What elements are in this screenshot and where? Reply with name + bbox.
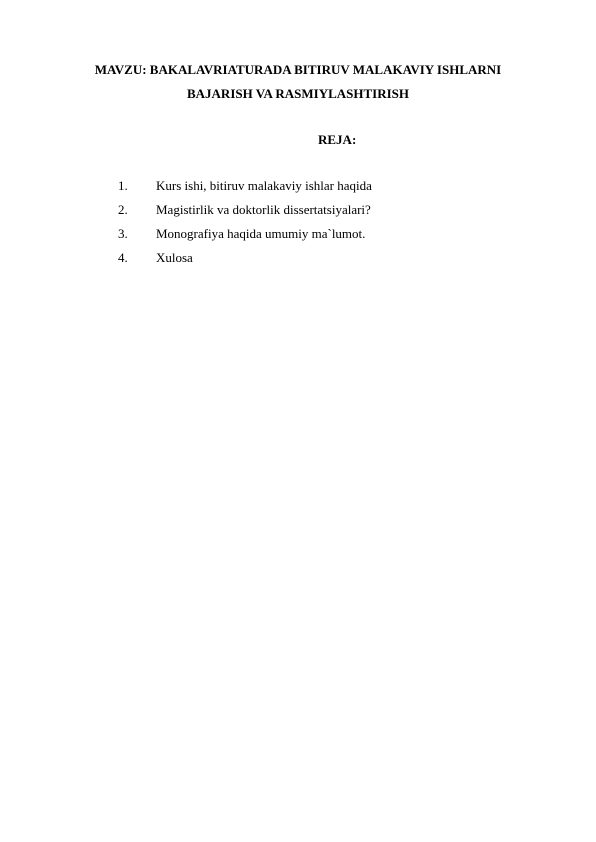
plan-item — [118, 200, 372, 224]
plan-item-text: Monografiya haqida umumiy ma`lumot. — [156, 226, 366, 241]
plan-item-text: Magistirlik va doktorlik dissertatsiyalari? — [156, 202, 371, 217]
plan-list — [118, 176, 372, 272]
title-line-2: BAJARISH VA RASMIYLASHTIRISH — [186, 86, 410, 101]
plan-item-number: 3. — [118, 226, 128, 241]
plan-item-number: 1. — [118, 178, 128, 193]
plan-item-text: Kurs ishi, bitiruv malakaviy ishlar haqida — [156, 178, 372, 193]
plan-item — [118, 248, 372, 272]
plan-heading: REJA: — [318, 132, 357, 147]
plan-item-number: 4. — [118, 250, 128, 265]
plan-item-number: 2. — [118, 202, 128, 217]
document-title — [60, 58, 536, 106]
title-line-1: MAVZU: BAKALAVRIATURADA BITIRUV MALAKAVIY ISHLARNI — [94, 62, 502, 77]
plan-item — [118, 224, 372, 248]
plan-item-text: Xulosa — [156, 250, 193, 265]
plan-item — [118, 176, 372, 200]
